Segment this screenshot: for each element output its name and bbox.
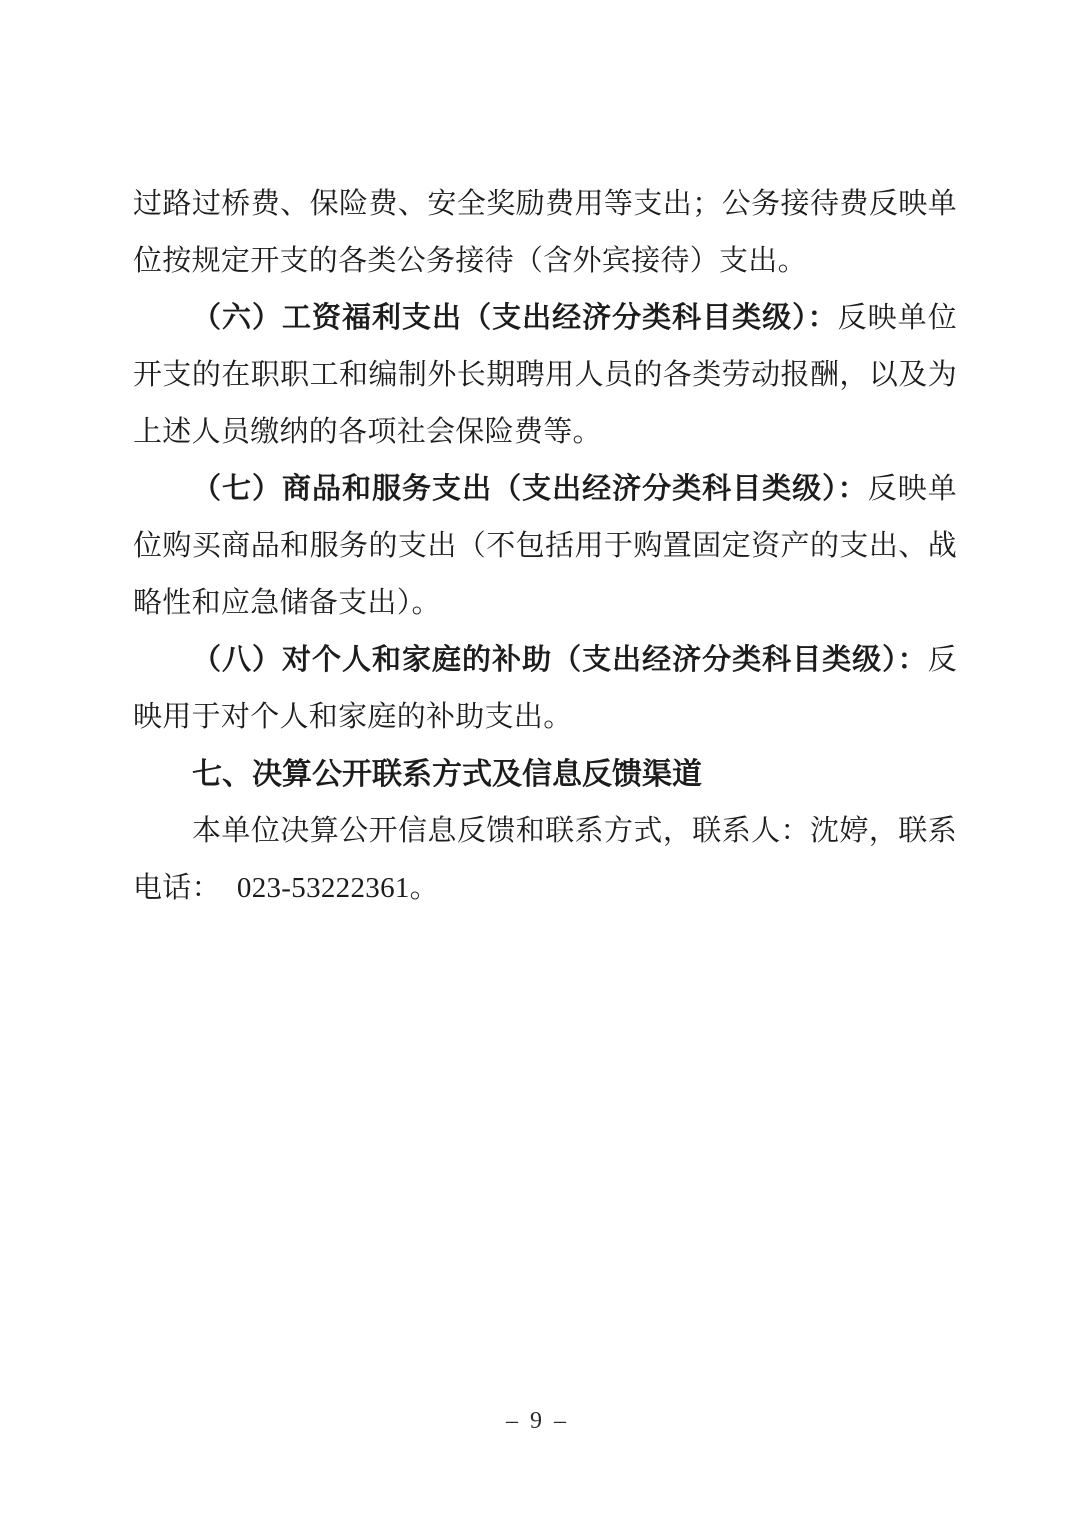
text-line-7: [133, 518, 957, 575]
line-text-run: 反映单: [867, 473, 958, 505]
section-6-lead: （六）工资福利支出（支出经济分类科目类级）：: [192, 302, 838, 334]
page-number: – 9 –: [506, 1408, 569, 1434]
section-heading: [133, 746, 957, 803]
section-8-lead: （八）对个人和家庭的补助（支出经济分类科目类级）：: [192, 644, 928, 676]
line-text-run: 反: [927, 644, 957, 676]
line-text-run: 位按规定开支的各类公务接待（含外宾接待）支出。: [133, 245, 807, 277]
text-line-8: [133, 575, 957, 632]
line-text-run: 本单位决算公开信息反馈和联系方式，联系人：沈婷，联系: [192, 815, 957, 847]
text-line-9: [133, 632, 957, 689]
text-line-3: [133, 290, 957, 347]
text-line-6: [133, 461, 957, 518]
line-text-run: 开支的在职职工和编制外长期聘用人员的各类劳动报酬，以及为: [133, 359, 957, 391]
text-line-13: [133, 860, 957, 917]
line-text-run: 过路过桥费、保险费、安全奖励费用等支出；公务接待费反映单: [133, 188, 957, 220]
line-text-run: 反映单位: [837, 302, 957, 334]
text-line-4: [133, 347, 957, 404]
text-line-2: [133, 233, 957, 290]
line-text-run: 位购买商品和服务的支出（不包括用于购置固定资产的支出、战: [133, 530, 957, 562]
line-text-run: 上述人员缴纳的各项社会保险费等。: [133, 416, 602, 448]
text-line-10: [133, 689, 957, 746]
phone-label: 电话：: [133, 872, 221, 904]
section-7-lead: （七）商品和服务支出（支出经济分类科目类级）：: [192, 473, 868, 505]
phone-number: 023-53222361: [236, 872, 410, 904]
section-heading-text: 七、决算公开联系方式及信息反馈渠道: [192, 758, 702, 791]
line-text-run: 映用于对个人和家庭的补助支出。: [133, 701, 573, 733]
line-text-run: 。: [409, 872, 439, 904]
text-line-1: [133, 176, 957, 233]
document-body: [133, 176, 957, 917]
line-text-run: 略性和应急储备支出）。: [133, 587, 441, 619]
text-line-12: [133, 803, 957, 860]
text-line-5: [133, 404, 957, 461]
